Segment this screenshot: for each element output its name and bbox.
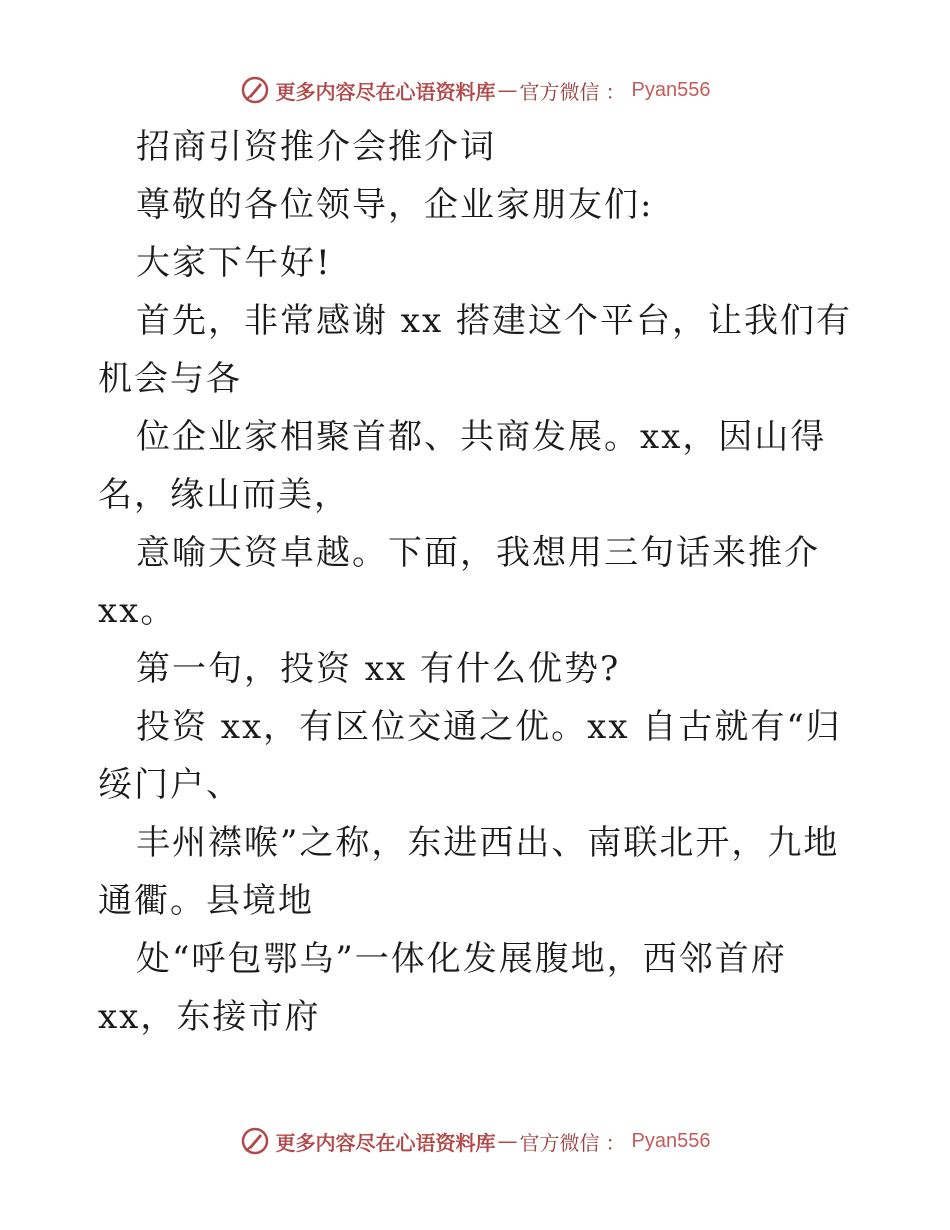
- paragraph: 丰州襟喉”之称，东进西出、南联北开，九地通衢。县境地: [98, 823, 840, 921]
- banner-wechat-id: Pyan556: [631, 78, 711, 101]
- header-banner: [0, 70, 950, 110]
- banner-dash: —: [497, 78, 518, 102]
- paragraph: 意喻天资卓越。下面，我想用三句话来推介 xx。: [98, 533, 820, 631]
- paragraph: 首先，非常感谢 xx 搭建这个平台，让我们有机会与各: [98, 301, 852, 399]
- document-title: 招商引资推介会推介词: [136, 127, 496, 167]
- banner-wechat-label: 官方微信: [519, 1130, 600, 1155]
- banner-wechat-id: Pyan556: [631, 1129, 711, 1152]
- banner-dash: —: [497, 1129, 518, 1153]
- banner-separator: ：: [605, 79, 626, 104]
- paragraph: 处“呼包鄂乌”一体化发展腹地，西邻首府 xx，东接市府: [98, 939, 787, 1037]
- quill-logo-icon: [240, 75, 270, 105]
- document-body: [98, 118, 858, 1046]
- paragraph: 第一句，投资 xx 有什么优势?: [136, 649, 621, 689]
- banner-site-text: 更多内容尽在心语资料库: [275, 79, 496, 104]
- banner-separator: ：: [605, 1130, 626, 1155]
- paragraph: 大家下午好!: [136, 243, 332, 283]
- paragraph: 位企业家相聚首都、共商发展。xx，因山得名，缘山而美，: [98, 417, 827, 515]
- banner-site-text: 更多内容尽在心语资料库: [275, 1130, 496, 1155]
- footer-banner: [0, 1121, 950, 1161]
- paragraph: 投资 xx，有区位交通之优。xx 自古就有“归绥门户、: [98, 707, 842, 805]
- quill-logo-icon: [240, 1126, 270, 1156]
- banner-wechat-label: 官方微信: [519, 79, 600, 104]
- paragraph: 尊敬的各位领导，企业家朋友们:: [136, 185, 654, 225]
